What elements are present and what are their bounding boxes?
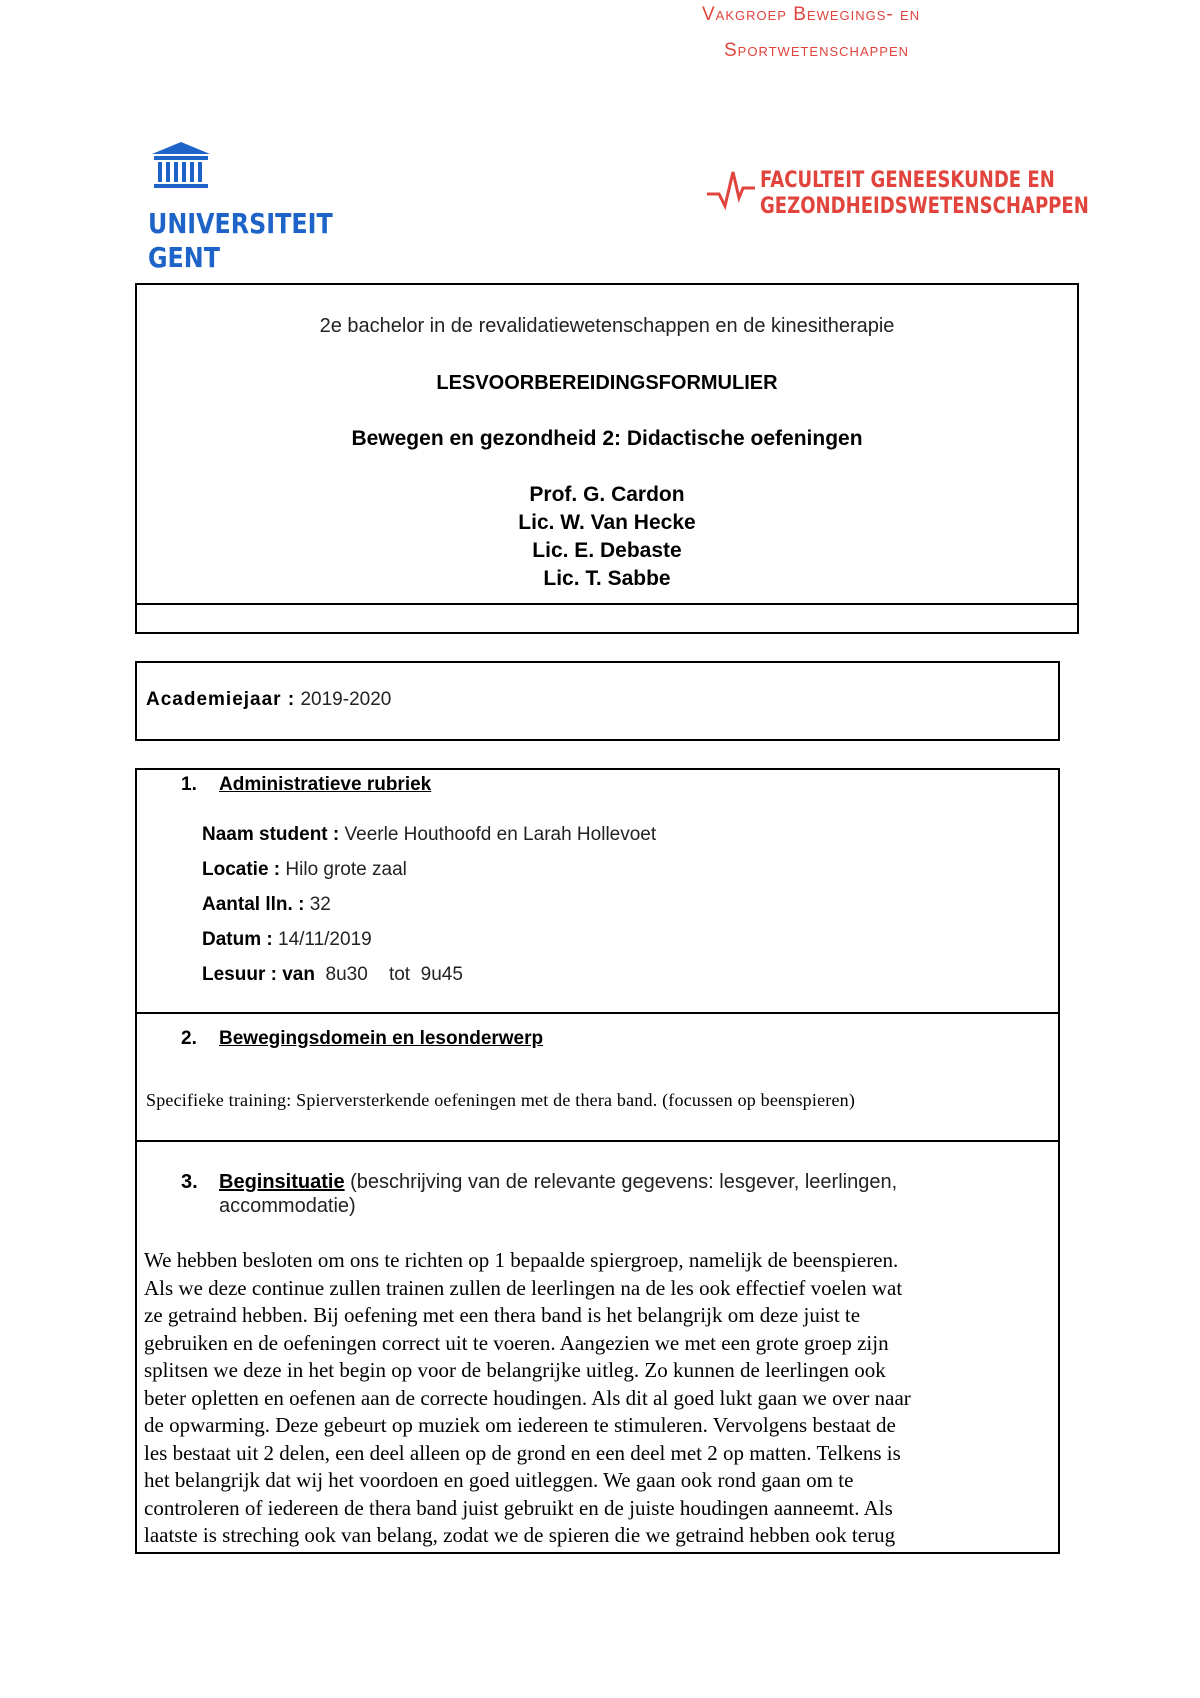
form-title: LESVOORBEREIDINGSFORMULIER: [436, 372, 778, 394]
ugent-logo-text-line1: UNIVERSITEIT: [148, 207, 333, 240]
section-2-title: Bewegingsdomein en lesonderwerp: [219, 1028, 544, 1049]
department-name-line1: Vakgroep Bewegings- en: [702, 4, 921, 25]
body-line: de opwarming. Deze gebeurt op muziek om iedereen te stimuleren. Vervolgens bestaat de: [144, 1413, 896, 1437]
body-line: controleren of iedereen de thera band juist gebruikt en de juiste houdingen aanneemt. Als: [144, 1495, 893, 1520]
department-name-line2: Sportwetenschappen: [724, 40, 910, 61]
naam-student-value: Veerle Houthoofd en Larah Hollevoet: [344, 824, 657, 845]
datum-value: 14/11/2019: [278, 929, 372, 950]
lesuur-tot-label: tot: [388, 964, 411, 985]
section-1-title: Administratieve rubriek: [219, 774, 432, 795]
staff-lecturer-1: Lic. W. Van Hecke: [518, 511, 696, 534]
faculty-name-line1: FACULTEIT GENEESKUNDE EN: [760, 168, 1055, 193]
field-locatie: [202, 859, 407, 881]
university-building-icon: [150, 142, 212, 194]
staff-professor: Prof. G. Cardon: [529, 483, 685, 506]
academic-year-box: [135, 661, 1060, 741]
academic-year-value: 2019-2020: [300, 689, 392, 710]
title-box-footer-row: [135, 603, 1079, 634]
section-1-number: 1.: [181, 774, 197, 795]
locatie-value: Hilo grote zaal: [285, 859, 407, 880]
staff-lecturer-3: Lic. T. Sabbe: [543, 567, 671, 590]
heartbeat-icon: [705, 168, 757, 214]
lesuur-from-value: 8u30: [325, 964, 368, 985]
section-3-body: [144, 1247, 1044, 1550]
body-line: splitsen we deze in het begin op voor de belangrijke uitleg. Zo kunnen de leerlingen ook: [144, 1358, 886, 1382]
lesuur-to-value: 9u45: [420, 964, 463, 985]
section-movement-domain: [135, 1012, 1060, 1142]
title-box: [135, 283, 1079, 605]
field-datum: [202, 929, 372, 951]
body-line: laatste is streching ook van belang, zodat we de spieren die we getraind hebben ook terug: [144, 1523, 896, 1547]
program-name: 2e bachelor in de revalidatiewetenschappen en de kinesitherapie: [319, 315, 895, 337]
academic-year-label: Academiejaar :: [146, 689, 296, 710]
section-3-number: 3.: [181, 1171, 198, 1193]
body-line: les bestaat uit 2 delen, een deel alleen op de grond en een deel met 2 op matten. Telkens is: [144, 1440, 901, 1465]
aantal-value: 32: [309, 894, 331, 915]
field-naam-student: [202, 824, 656, 846]
aantal-label: Aantal lln. :: [202, 894, 305, 915]
course-title: Bewegen en gezondheid 2: Didactische oefeningen: [351, 427, 863, 450]
section-administrative: [135, 768, 1060, 1014]
body-line: ze getraind hebben. Bij oefening met een thera band is het belangrijk om deze juist te: [144, 1303, 861, 1327]
body-line: Als we deze continue zullen trainen zullen de leerlingen na de les ook effectief voelen wat: [144, 1275, 903, 1300]
datum-label: Datum :: [202, 929, 273, 950]
ugent-logo-text-line2: GENT: [148, 241, 220, 274]
field-lesuur: [202, 964, 463, 986]
section-2-body: Specifieke training: Spierversterkende oefeningen met de thera band. (focussen op beenspieren): [146, 1090, 856, 1110]
body-line: het belangrijk dat wij het voordoen en goed uitleggen. We gaan ook rond gaan om te: [144, 1468, 854, 1492]
faculty-name-line2: GEZONDHEIDSWETENSCHAPPEN: [760, 194, 1089, 219]
body-line: gebruiken en de oefeningen correct uit te voeren. Aangezien we met een grote groep zijn: [144, 1330, 889, 1355]
section-3-subtitle-line1: (beschrijving van de relevante gegevens: lesgever, leerlingen,: [350, 1171, 898, 1193]
body-line: We hebben besloten om ons te richten op 1 bepaalde spiergroep, namelijk de beenspieren.: [144, 1248, 899, 1272]
lesuur-label: Lesuur : van: [202, 964, 315, 985]
naam-student-label: Naam student :: [202, 824, 340, 845]
field-aantal-leerlingen: [202, 894, 331, 916]
section-2-number: 2.: [181, 1028, 197, 1049]
locatie-label: Locatie :: [202, 859, 281, 880]
staff-lecturer-2: Lic. E. Debaste: [532, 539, 682, 562]
body-line: beter opletten en oefenen aan de correcte houdingen. Als dit al goed lukt gaan we over naar: [144, 1385, 911, 1410]
section-3-title: Beginsituatie: [219, 1171, 345, 1193]
section-3-subtitle-line2: accommodatie): [219, 1195, 356, 1217]
